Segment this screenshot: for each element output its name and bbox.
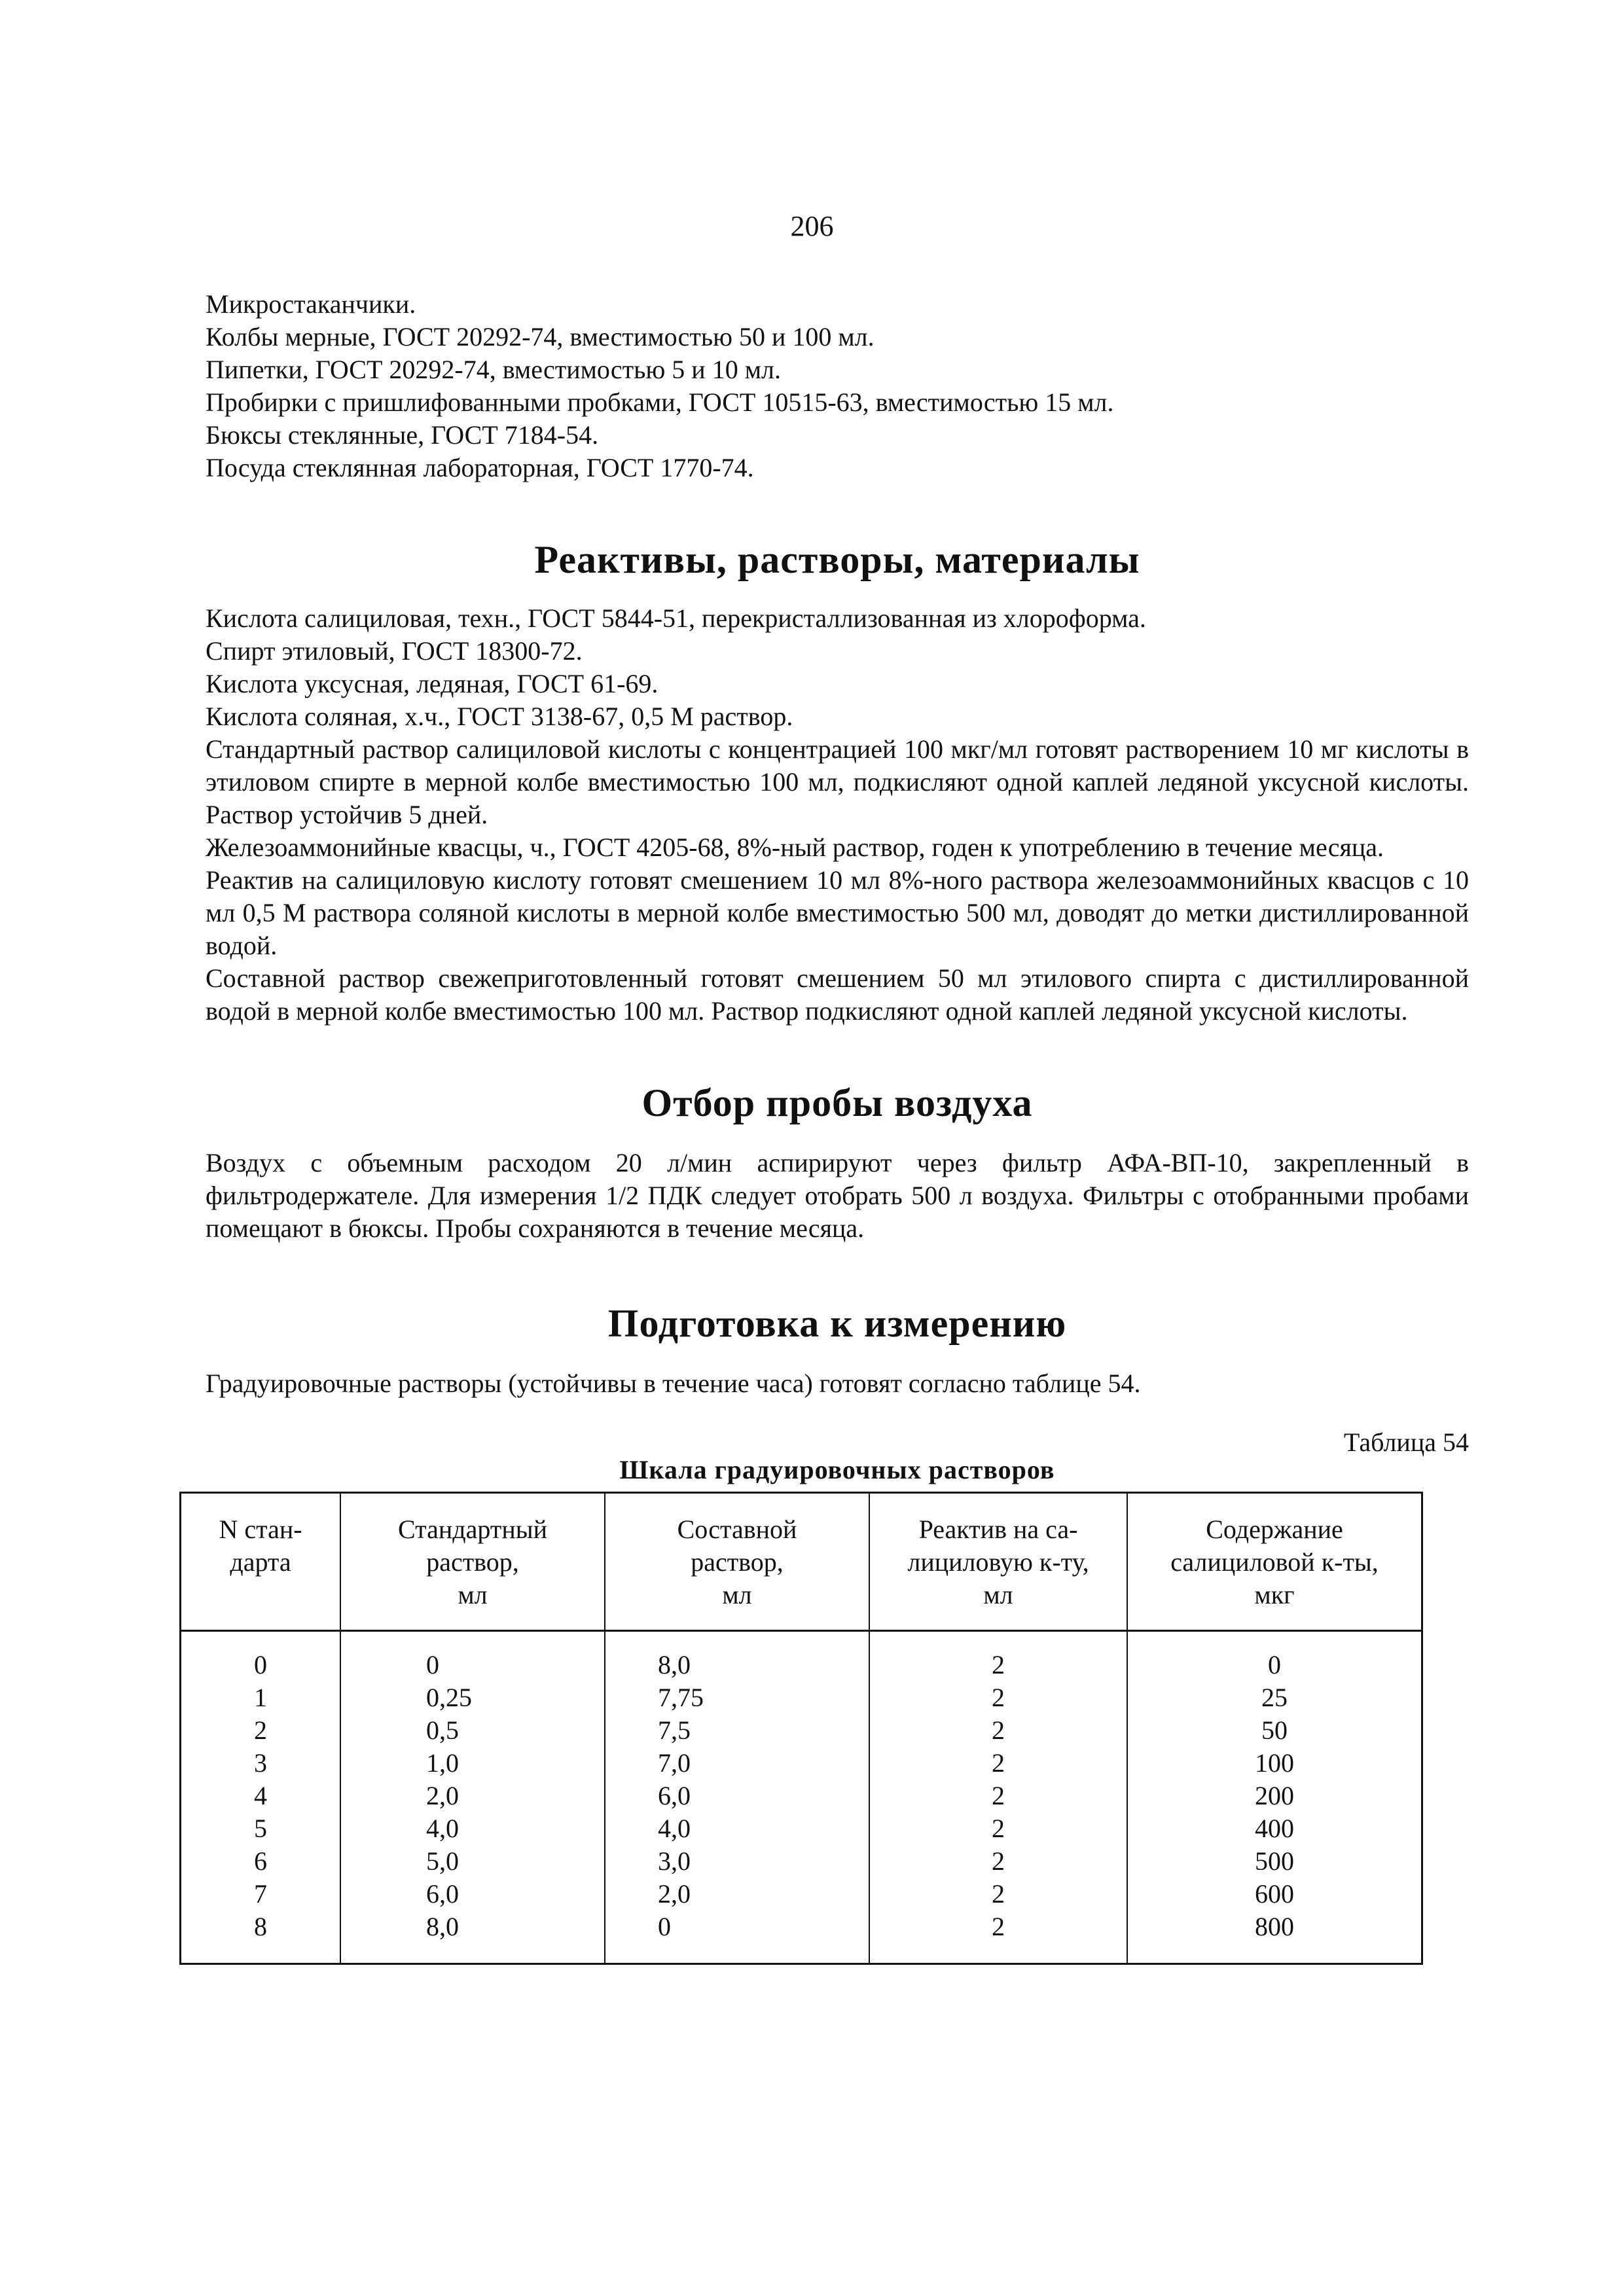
header-line: лициловую к-ту,: [907, 1547, 1089, 1577]
cell-salicylic-content: 200: [1127, 1780, 1422, 1812]
sampling-paragraph: Воздух с объемным расходом 20 л/мин аспирируют через фильтр АФА-ВП-10, закрепленный в фильтродержателе. Для измерения 1/2 ПДК следует отобрать 500 л воздуха. Фильтры с отобранными пробами помещают в бюксы. Пробы сохраняются в течение месяца.: [206, 1148, 1469, 1243]
cell-composite-solution: 6,0: [605, 1780, 869, 1812]
table-row: [181, 1631, 1422, 1682]
table-row: [181, 1845, 1422, 1878]
header-line: салициловой к-ты,: [1170, 1547, 1379, 1577]
header-line: Стандартный: [397, 1515, 548, 1544]
table-row: [181, 1714, 1422, 1747]
reagent-item: Кислота соляная, х.ч., ГОСТ 3138-67, 0,5 М раствор.: [206, 702, 793, 731]
header-line: Реактив на са-: [918, 1515, 1078, 1544]
cell-reagent: 2: [869, 1714, 1127, 1747]
cell-salicylic-content: 500: [1127, 1845, 1422, 1878]
cell-standard-number: 4: [181, 1780, 341, 1812]
reagent-paragraph: Реактив на салициловую кислоту готовят смешением 10 мл 8%-ного раствора железоаммонийных квасцов с 10 мл 0,5 М раствора соляной кислоты в мерной колбе вместимостью 500 мл, доводят до метки дистиллированной водой.: [206, 865, 1469, 960]
cell-standard-number: 0: [181, 1631, 341, 1682]
header-line: мл: [722, 1580, 752, 1609]
preparation-heading: Подготовка к измерению: [607, 1302, 1067, 1345]
table-number: Таблица 54: [1343, 1427, 1469, 1457]
header-line: раствор,: [426, 1547, 519, 1577]
header-salicylic-content: [1127, 1493, 1422, 1631]
header-line: раствор,: [691, 1547, 784, 1577]
reagent-item: Спирт этиловый, ГОСТ 18300-72.: [206, 636, 583, 666]
page-number: 206: [790, 210, 834, 242]
table-row: [181, 1878, 1422, 1910]
cell-standard-solution: 0: [340, 1631, 605, 1682]
header-line: мл: [458, 1580, 488, 1609]
cell-reagent: 2: [869, 1910, 1127, 1964]
equipment-item: Микростаканчики.: [206, 289, 416, 319]
cell-salicylic-content: 100: [1127, 1747, 1422, 1780]
cell-composite-solution: 7,0: [605, 1747, 869, 1780]
cell-standard-solution: 5,0: [340, 1845, 605, 1878]
page-content: [206, 288, 1469, 1965]
reagents-heading: Реактивы, растворы, материалы: [534, 538, 1140, 581]
cell-composite-solution: 0: [605, 1910, 869, 1964]
cell-standard-solution: 0,5: [340, 1714, 605, 1747]
table-row: [181, 1681, 1422, 1714]
header-composite-solution: [605, 1493, 869, 1631]
reagent-paragraph: Стандартный раствор салициловой кислоты с концентрацией 100 мкг/мл готовят растворением 10 мг кислоты в этиловом спирте в мерной колбе вместимостью 100 мл, подкисляют одной каплей ледяной уксусной кислоты. Раствор устойчив 5 дней.: [206, 734, 1469, 829]
header-line: Составной: [677, 1515, 797, 1544]
header-line: мл: [983, 1580, 1013, 1609]
cell-reagent: 2: [869, 1878, 1127, 1910]
equipment-list: [206, 288, 1469, 484]
cell-standard-number: 7: [181, 1878, 341, 1910]
equipment-item: Бюксы стеклянные, ГОСТ 7184-54.: [206, 420, 599, 450]
cell-composite-solution: 2,0: [605, 1878, 869, 1910]
equipment-item: Пипетки, ГОСТ 20292-74, вместимостью 5 и 10 мл.: [206, 355, 781, 384]
cell-salicylic-content: 800: [1127, 1910, 1422, 1964]
table-row: [181, 1812, 1422, 1845]
calibration-table: [179, 1492, 1423, 1965]
cell-salicylic-content: 400: [1127, 1812, 1422, 1845]
reagents-list: [206, 602, 1469, 1028]
table-header-row: [181, 1493, 1422, 1631]
equipment-item: Колбы мерные, ГОСТ 20292-74, вместимостью 50 и 100 мл.: [206, 322, 875, 351]
reagent-item: Кислота уксусная, ледяная, ГОСТ 61-69.: [206, 669, 659, 698]
cell-reagent: 2: [869, 1780, 1127, 1812]
reagent-item: Кислота салициловая, техн., ГОСТ 5844-51, перекристаллизованная из хлороформа.: [206, 603, 1146, 633]
reagent-paragraph: Составной раствор свежеприготовленный готовят смешением 50 мл этилового спирта с дистиллированной водой в мерной колбе вместимостью 100 мл. Раствор подкисляют одной каплей ледяной уксусной кислоты.: [206, 963, 1469, 1026]
cell-reagent: 2: [869, 1747, 1127, 1780]
cell-standard-number: 6: [181, 1845, 341, 1878]
header-line: дарта: [230, 1547, 291, 1577]
header-standard-solution: [340, 1493, 605, 1631]
header-reagent: [869, 1493, 1127, 1631]
cell-standard-number: 3: [181, 1747, 341, 1780]
table-title: Шкала градуировочных растворов: [619, 1455, 1055, 1484]
cell-standard-solution: 0,25: [340, 1681, 605, 1714]
cell-composite-solution: 8,0: [605, 1631, 869, 1682]
header-line: мкг: [1254, 1580, 1295, 1609]
preparation-paragraph: Градуировочные растворы (устойчивы в течение часа) готовят согласно таблице 54.: [206, 1369, 1141, 1398]
equipment-item: Пробирки с пришлифованными пробками, ГОСТ 10515-63, вместимостью 15 мл.: [206, 387, 1114, 417]
cell-reagent: 2: [869, 1845, 1127, 1878]
cell-standard-number: 8: [181, 1910, 341, 1964]
cell-composite-solution: 7,75: [605, 1681, 869, 1714]
cell-standard-solution: 4,0: [340, 1812, 605, 1845]
table-caption: [206, 1426, 1469, 1492]
header-line: Содержание: [1206, 1515, 1343, 1544]
table-row: [181, 1780, 1422, 1812]
cell-composite-solution: 3,0: [605, 1845, 869, 1878]
cell-salicylic-content: 25: [1127, 1681, 1422, 1714]
cell-standard-number: 1: [181, 1681, 341, 1714]
reagent-paragraph: Железоаммонийные квасцы, ч., ГОСТ 4205-68, 8%-ный раствор, годен к употреблению в течение месяца.: [206, 833, 1384, 862]
table-row: [181, 1910, 1422, 1964]
equipment-item: Посуда стеклянная лабораторная, ГОСТ 1770-74.: [206, 453, 754, 482]
cell-salicylic-content: 0: [1127, 1631, 1422, 1682]
table-row: [181, 1747, 1422, 1780]
cell-reagent: 2: [869, 1812, 1127, 1845]
cell-standard-solution: 1,0: [340, 1747, 605, 1780]
cell-standard-number: 5: [181, 1812, 341, 1845]
cell-standard-number: 2: [181, 1714, 341, 1747]
cell-standard-solution: 2,0: [340, 1780, 605, 1812]
cell-standard-solution: 8,0: [340, 1910, 605, 1964]
header-line: N стан-: [219, 1515, 302, 1544]
cell-composite-solution: 4,0: [605, 1812, 869, 1845]
sampling-heading: Отбор пробы воздуха: [641, 1081, 1033, 1124]
cell-composite-solution: 7,5: [605, 1714, 869, 1747]
cell-reagent: 2: [869, 1631, 1127, 1682]
cell-standard-solution: 6,0: [340, 1878, 605, 1910]
header-standard-number: [181, 1493, 341, 1631]
cell-reagent: 2: [869, 1681, 1127, 1714]
cell-salicylic-content: 600: [1127, 1878, 1422, 1910]
cell-salicylic-content: 50: [1127, 1714, 1422, 1747]
